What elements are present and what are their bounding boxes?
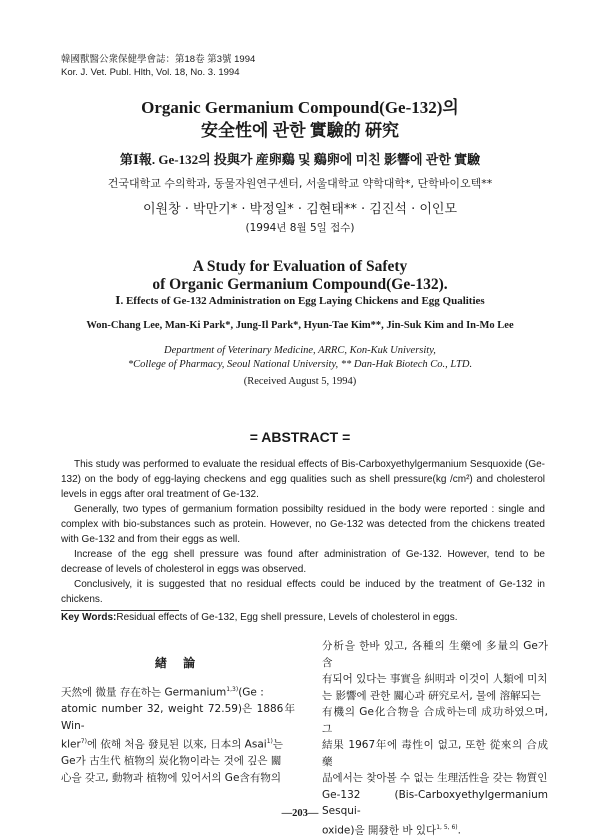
body-line: 有되어 있다는 事實을 糾明과 이것이 人類에 미치	[322, 673, 548, 685]
korean-title-line-2: 安全性에 관한 實驗的 硏究	[200, 121, 399, 140]
korean-received-date: (1994년 8월 5일 접수)	[245, 222, 355, 234]
journal-name-korean: 韓國獸醫公衆保健學會誌：第18卷 第3號 1994	[61, 54, 256, 65]
korean-subtitle: 第Ⅰ報. Ge-132의 投與가 産卵鷄 및 鷄卵에 미친 影響에 관한 實驗	[119, 152, 481, 167]
body-line: 分析을 한바 있고, 各種의 生藥에 多量의 Ge가 含	[322, 640, 548, 669]
abstract-body	[61, 457, 545, 607]
abstract-paragraph-3: Increase of the egg shell pressure was found after administration of Ge-132. However, tend to be decrease of levels of cholesterol in eggs was observed.	[61, 549, 545, 575]
page-number: —203—	[281, 808, 319, 819]
english-title-line-2: of Organic Germanium Compound(Ge-132).	[152, 276, 448, 293]
body-left-column	[61, 682, 295, 786]
keywords-text: Residual effects of Ge-132, Egg shell pressure, Levels of cholesterol in eggs.	[116, 612, 458, 623]
body-line: 天然에 微量 存在하는 Germanium$^{1,3)}$(Ge :	[61, 686, 264, 699]
body-line: 品에서는 찾아볼 수 없는 生理活性을 갖는 物質인	[322, 772, 548, 784]
body-line: Ge-132 (Bis-Carboxyethylgermanium Sesqui-	[322, 788, 548, 817]
english-title-line-1: A Study for Evaluation of Safety	[192, 258, 408, 275]
english-subtitle: Ⅰ. Effects of Ge-132 Administration on Egg Laying Chickens and Egg Qualities	[115, 295, 485, 307]
english-department-line-2: *College of Pharmacy, Seoul National University, ** Dan-Hak Biotech Co., LTD.	[127, 359, 473, 370]
english-authors: Won-Chang Lee, Man-Ki Park*, Jung-Il Park*, Hyun-Tae Kim**, Jin-Suk Kim and In-Mo Lee	[86, 320, 514, 331]
abstract-heading: = ABSTRACT =	[249, 429, 351, 445]
keywords-divider	[61, 610, 179, 611]
korean-authors: 이원창 · 박만기* · 박정일* · 김현태** · 김진석 · 이인모	[142, 202, 458, 217]
korean-affiliation: 건국대학교 수의학과, 동물자원연구센터, 서울대학교 약학대학*, 단학바이오텍**	[107, 177, 493, 190]
journal-name-english: Kor. J. Vet. Publ. Hlth, Vol. 18, No. 3. 1994	[61, 67, 240, 78]
abstract-paragraph-1: This study was performed to evaluate the residual effects of Bis-Carboxyethylgermanium Sesquoxide (Ge-132) on the body of egg-laying checkens and egg qualities such as shell pressure(kg /cm²) and cholesterol levels in eggs after oral treatment of Ge-132.	[61, 459, 545, 500]
body-line: 有機의 Ge化合物을 合成하는데 成功하였으며, 그	[322, 706, 548, 735]
section-heading-introduction: 緖 論	[154, 656, 202, 670]
keywords-label: Key Words:	[61, 612, 117, 623]
korean-title-line-1: Organic Germanium Compound(Ge-132)의	[141, 98, 459, 117]
english-department-line-1: Department of Veterinary Medicine, ARRC, Kon-Kuk University,	[164, 345, 436, 356]
body-line: 結果 1967年에 毒性이 없고, 또한 從來의 合成藥	[322, 739, 548, 768]
body-line: 心을 갖고, 動物과 植物에 있어서의 Ge含有物의	[61, 771, 282, 784]
keywords-line	[61, 612, 458, 623]
body-line: Ge가 古生代 植物의 炭化物이라는 것에 깊은 關	[61, 755, 282, 767]
journal-header	[61, 53, 255, 79]
body-line: 는 影響에 관한 關心과 硏究로서, 물에 溶解되는	[322, 689, 541, 702]
body-line: atomic number 32, weight 72.59)은 1886年 Win-	[61, 703, 295, 732]
abstract-paragraph-4: Conclusively, it is suggested that no residual effects could be induced by the treatment of Ge-132 in chickens.	[61, 579, 545, 605]
abstract-paragraph-2: Generally, two types of germanium formation possibilty residued in the body were reported : single and complex with bio-substances such as protein. However, no Ge-132 was detected from the chickens treated with Ge-132 and from their eggs as well.	[61, 504, 545, 545]
body-line: kler$^{7)}$에 依해 처음 發見된 以來, 日本의 Asai$^{1)}$는	[61, 738, 284, 751]
body-line: oxide)을 開發한 바 있다$^{1, 5, 6)}$.	[322, 823, 461, 836]
english-received-date: (Received August 5, 1994)	[243, 376, 357, 387]
